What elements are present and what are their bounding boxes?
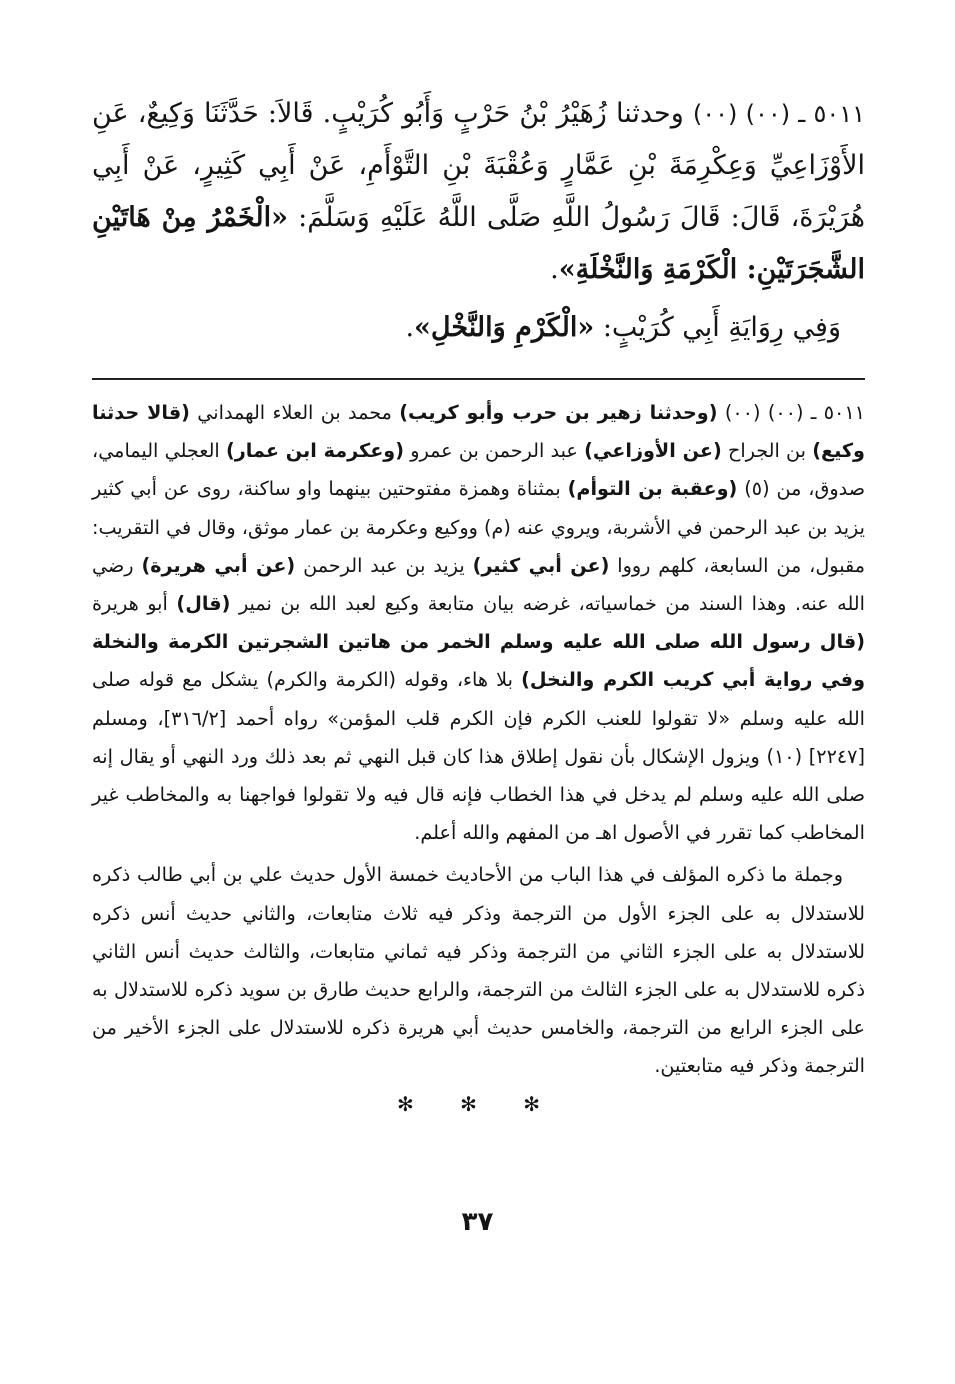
- commentary-text: رضي الله عنه. وهذا السند من خماسياته، غرضه بيان متابعة وكيع لعبد الله بن نمير: [92, 553, 865, 616]
- summary-paragraph: وجملة ما ذكره المؤلف في هذا الباب من الأحاديث خمسة الأول حديث علي بن أبي طالب ذكره للاستدلال به على الجزء الأول من الترجمة وذكر فيه ثلاث متابعات، والثاني حديث أنس ذكره للاستدلال به على الجزء الثاني من الترجمة وذكر فيه ثماني متابعات، والثالث حديث أنس الثاني ذكره للاستدلال به على الجزء الثالث من الترجمة، والرابع حديث طارق بن سويد ذكره للاستدلال به على الجزء الرابع من الترجمة، والخامس حديث أبي هريرة ذكره للاستدلال على الجزء الأخير من الترجمة وذكر فيه متابعتين.: [92, 863, 865, 1078]
- commentary-text: عبد الرحمن بن عمرو: [410, 439, 578, 463]
- riwaya-quote: «الْكَرْمِ وَالنَّخْلِ»: [414, 312, 595, 343]
- book-page: [92, 88, 865, 1348]
- hadith-text: [92, 88, 865, 296]
- commentary-text: بمثناة وهمزة مفتوحتين بينهما واو ساكنة، روى عن أبي كثير يزيد بن عبد الرحمن في الأشربة، ويروي عنه (م) ووكيع وعكرمة بن عمار موثق، وقال في التقريب: مقبول، من السابعة، كلهم رووا: [92, 477, 865, 577]
- riwaya-intro: وَفِي رِوَايَةِ أَبِي كُرَيْبٍ:: [602, 312, 841, 343]
- riwaya-end: .: [405, 312, 415, 343]
- commentary-number: ٥٠١١ ـ (٠٠) (٠٠): [724, 401, 865, 424]
- commentary-bold: (قال): [176, 592, 231, 616]
- commentary-text: بن الجراح: [727, 439, 806, 463]
- commentary-bold: (عن أبي هريرة): [141, 553, 296, 577]
- commentary-bold: (عن أبي كثير): [472, 553, 610, 577]
- commentary-text: أبو هريرة: [92, 592, 168, 616]
- commentary-bold: (عن الأوزاعي): [584, 439, 722, 463]
- hadith-end: .: [550, 254, 559, 285]
- separator-rule: [92, 378, 865, 380]
- commentary-bold: (قالا حدثنا وكيع): [92, 401, 865, 463]
- riwaya-line: [92, 302, 841, 354]
- commentary-text: محمد بن العلاء الهمداني: [197, 401, 392, 424]
- page-number: ٣٧: [461, 1207, 494, 1237]
- commentary-bold: (قال رسول الله صلى الله عليه وسلم الخمر من هاتين الشجرتين الكرمة والنخلة وفي رواية أبي كريب الكرم والنخل): [92, 630, 866, 692]
- commentary-text: بلا هاء، وقوله (الكرمة والكرم) يشكل مع قوله صلى الله عليه وسلم «لا تقولوا للعنب الكرم فإن الكرم قلب المؤمن» رواه أحمد [٣١٦/٢]، ومسلم [٢٢٤٧] (١٠) ويزول الإشكال بأن نقول إطلاق هذا كان قبل النهي ثم بعد ذلك ورد النهي أو يقال إنه صلى الله عليه وسلم لم يدخل في هذا الخطاب فإنه قال فيه ولا تقولوا فواجهنا به والمخاطب غير المخاطب كما تقرر في الأصول اهـ من المفهم والله أعلم.: [92, 668, 866, 845]
- commentary-text: العجلي اليمامي، صدوق، من (٥): [92, 439, 866, 501]
- commentary-bold: (وحدثنا زهير بن حرب وأبو كريب): [399, 401, 718, 424]
- hadith-number: ٥٠١١ ـ (٠٠) (٠٠): [692, 100, 865, 128]
- commentary-text: يزيد بن عبد الرحمن: [303, 553, 465, 577]
- hadith-matn: «الْخَمْرُ مِنْ هَاتَيْنِ الشَّجَرَتَيْنِ: الْكَرْمَةِ وَالنَّخْلَةِ»: [92, 202, 865, 285]
- commentary-paragraph: [92, 394, 865, 852]
- commentary-bold: (وعكرمة ابن عمار): [225, 439, 405, 463]
- commentary-bold: (وعقبة بن التوأم): [567, 477, 738, 501]
- hadith-isnad: وحدثنا زُهَيْرُ بْنُ حَرْبٍ وَأَبُو كُرَيْبٍ. قَالاَ: حَدَّثَنَا وَكِيعٌ، عَنِ الأَوْزَاعِيِّ وَعِكْرِمَةَ بْنِ عَمَّارٍ وَعُقْبَةَ بْنِ التَّوْأَمِ، عَنْ أَبِي كَثِيرٍ، عَنْ أَبِي هُرَيْرَةَ، قَالَ: قَالَ رَسُولُ اللَّهِ صَلَّى اللَّهُ عَلَيْهِ وَسَلَّمَ:: [92, 98, 865, 233]
- section-separator-stars: ✻ ✻ ✻: [397, 1091, 560, 1116]
